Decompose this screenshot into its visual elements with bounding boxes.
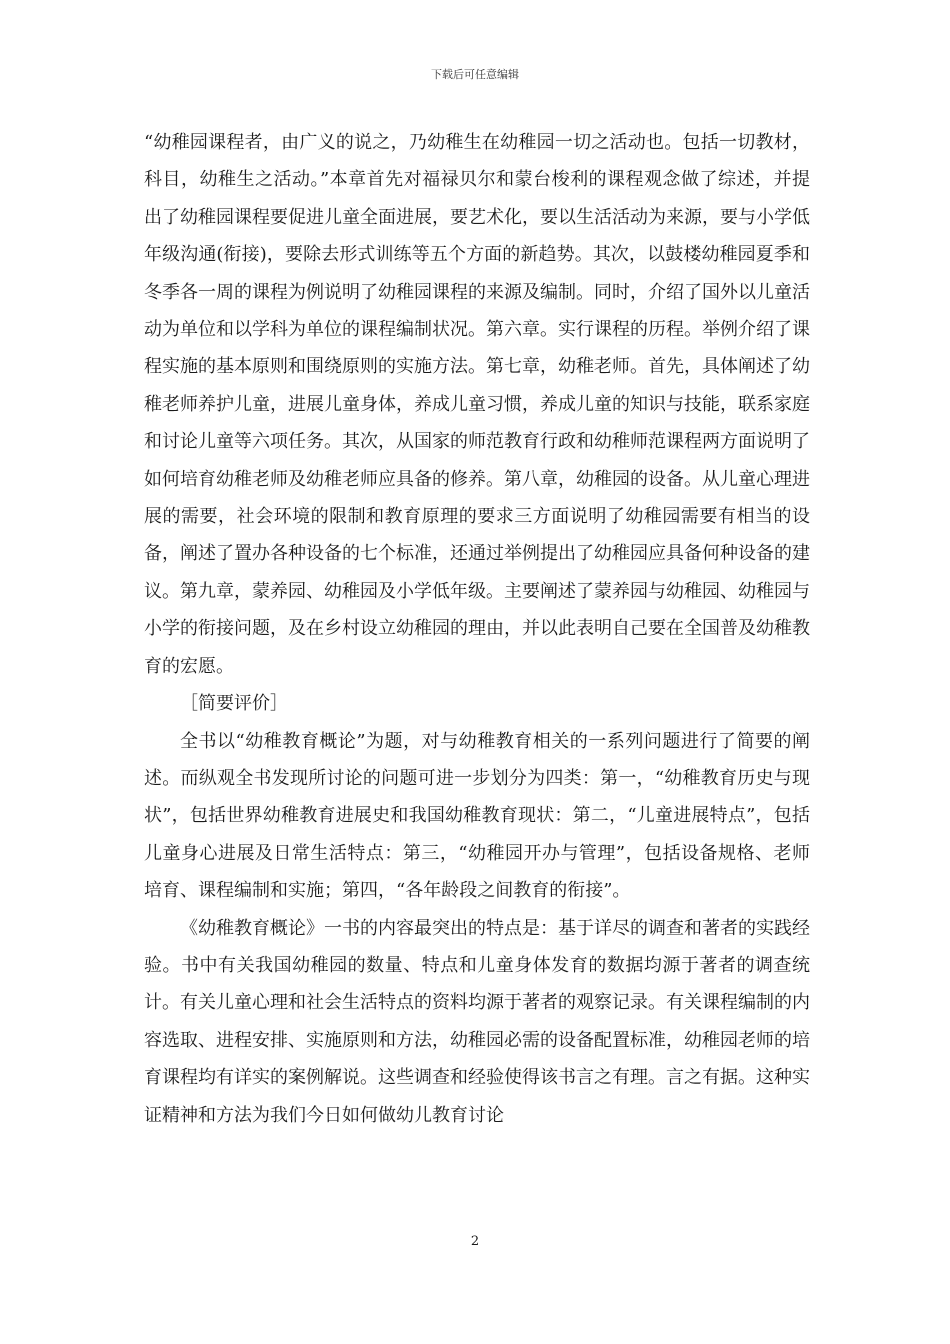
paragraph-review: 全书以“幼稚教育概论”为题，对与幼稚教育相关的一系列问题进行了简要的阐述。而纵观全书发现所讨论的问题可进一步划分为四类：第一，“幼稚教育历史与现状”，包括世界幼稚教育进展史和我国幼稚教育现状：第二，“儿童进展特点”，包括儿童身心进展及日常生活特点：第三，“幼稚园开办与管理”，包括设备规格、老师培育、课程编制和实施；第四，“各年龄段之间教育的衔接”。 <box>144 730 810 902</box>
paragraph-features: 《幼稚教育概论》一书的内容最突出的特点是：基于详尽的调查和著者的实践经验。书中有关我国幼稚园的数量、特点和儿童身体发育的数据均源于著者的调查统计。有关儿童心理和社会生活特点的资料均源于著者的观察记录。有关课程编制的内容选取、进程安排、实施原则和方法，幼稚园必需的设备配置标准，幼稚园老师的培育课程均有详实的案例解说。这些调查和经验使得该书言之有理。言之有据。这种实证精神和方法为我们今日如何做幼儿教育讨论 <box>144 917 810 1126</box>
page-number: 2 <box>470 1234 480 1249</box>
page-header: 下载后可任意编辑 <box>431 68 519 81</box>
paragraph-continuation: “幼稚园课程者，由广义的说之，乃幼稚生在幼稚园一切之活动也。包括一切教材，科目，幼稚生之活动。”本章首先对福禄贝尔和蒙台梭利的课程观念做了综述，并提出了幼稚园课程要促进儿童全面进展，要艺术化，要以生活活动为来源，要与小学低年级沟通(衔接)，要除去形式训练等五个方面的新趋势。其次，以鼓楼幼稚园夏季和冬季各一周的课程为例说明了幼稚园课程的来源及编制。同时，介绍了国外以儿童活动为单位和以学科为单位的课程编制状况。第六章。实行课程的历程。举例介绍了课程实施的基本原则和围绕原则的实施方法。第七章，幼稚老师。首先，具体阐述了幼稚老师养护儿童，进展儿童身体，养成儿童习惯，养成儿童的知识与技能，联系家庭和讨论儿童等六项任务。其次，从国家的师范教育行政和幼稚师范课程两方面说明了如何培育幼稚老师及幼稚老师应具备的修养。第八章，幼稚园的设备。从儿童心理进展的需要，社会环境的限制和教育原理的要求三方面说明了幼稚园需要有相当的设备，阐述了置办各种设备的七个标准，还通过举例提出了幼稚园应具备何种设备的建议。第九章，蒙养园、幼稚园及小学低年级。主要阐述了蒙养园与幼稚园、幼稚园与小学的衔接问题，及在乡村设立幼稚园的理由，并以此表明自己要在全国普及幼稚教育的宏愿。 <box>144 132 810 677</box>
section-heading-brief-review: ［简要评价］ <box>180 693 288 715</box>
document-body <box>144 124 810 1134</box>
